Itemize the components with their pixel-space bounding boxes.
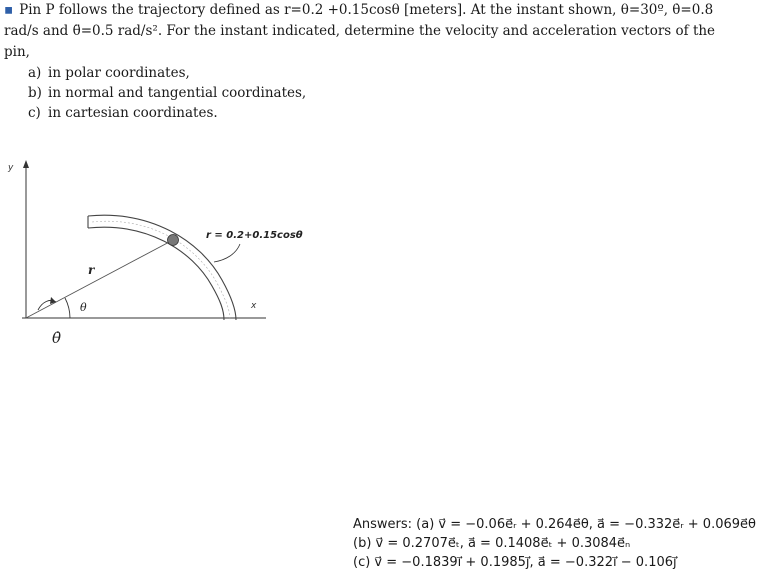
- radius-line: [26, 240, 173, 318]
- r-label: r: [88, 263, 95, 277]
- curve-equation-label: r = 0.2+0.15cosθ: [206, 230, 303, 241]
- theta-dot-label: θ̇: [52, 329, 62, 347]
- curve-label-leader: [214, 244, 240, 262]
- trajectory-figure: [0, 150, 320, 360]
- answer-c: (c) v⃗ = −0.1839i⃗ + 0.1985j⃗, a⃗ = −0.322i⃗ − 0.106j⃗: [353, 555, 677, 570]
- y-axis-label: y: [8, 163, 14, 173]
- theta-arc: [65, 298, 70, 318]
- answer-b: (b) v⃗ = 0.2707e⃗ₜ, a⃗ = 0.1408e⃗ₜ + 0.3084e⃗ₙ: [353, 536, 631, 551]
- bullet-icon: ▪: [4, 2, 14, 18]
- question-parts: [28, 63, 306, 123]
- problem-line-2: rad/s and θ̈=0.5 rad/s². For the instant indicated, determine the velocity and acceleration vectors of the: [4, 23, 716, 39]
- problem-line-3: pin,: [4, 44, 30, 60]
- theta-label: θ: [80, 301, 87, 314]
- part-b: b) in normal and tangential coordinates,: [28, 85, 307, 101]
- answers-block: [353, 515, 756, 572]
- slot-inner-edge: [88, 227, 224, 320]
- part-c: c) in cartesian coordinates.: [28, 105, 218, 121]
- part-a: a) in polar coordinates,: [28, 65, 190, 81]
- x-axis-label: x: [251, 301, 257, 311]
- answer-a: Answers: (a) v⃗ = −0.06e⃗ᵣ + 0.264e⃗θ, a⃗ = −0.332e⃗ᵣ + 0.069e⃗θ: [353, 517, 756, 532]
- y-axis-arrow-icon: [23, 160, 29, 168]
- problem-statement: [4, 0, 774, 63]
- pin-p: [168, 235, 179, 246]
- problem-line-1: ▪ Pin P follows the trajectory defined as r=0.2 +0.15cosθ [meters]. At the instant shown, θ=30º, θ̇=0.8: [4, 2, 714, 18]
